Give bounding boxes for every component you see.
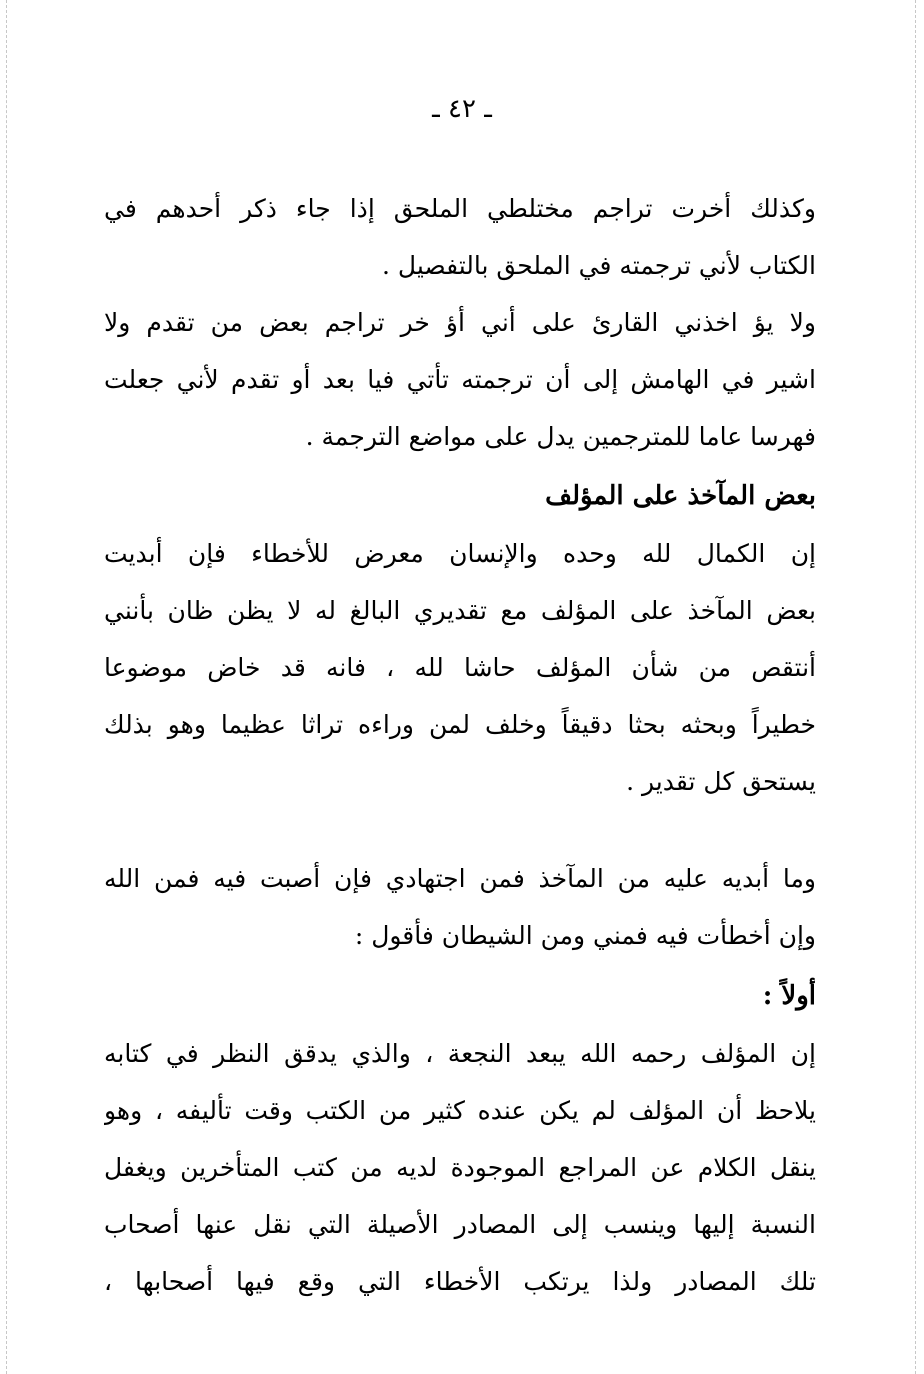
text-line: يستحق كل تقدير .: [626, 767, 816, 796]
text-line: إن المؤلف رحمه الله يبعد النجعة ، والذي يدقق النظر في كتابه: [104, 1039, 816, 1068]
heading-text: بعض المآخذ على المؤلف: [545, 481, 816, 511]
paragraph-3: [104, 525, 816, 810]
text-line: اشير في الهامش إلى أن ترجمته تأتي فيا بعد أو تقدم لأني جعلت: [104, 365, 816, 394]
text-line: وما أبديه عليه من المآخذ فمن اجتهادي فإن أصبت فيه فمن الله: [104, 864, 816, 893]
page-body: [104, 180, 816, 1310]
text-line: الكتاب لأني ترجمته في الملحق بالتفصيل .: [382, 251, 816, 280]
text-line: وكذلك أخرت تراجم مختلطي الملحق إذا جاء ذكر أحدهم في: [104, 194, 816, 223]
paragraph-4: [104, 850, 816, 964]
section-heading: [104, 468, 816, 525]
paragraph-2: [104, 294, 816, 465]
paragraph-1: [104, 180, 816, 294]
text-line: فهرسا عاما للمترجمين يدل على مواضع الترجمة .: [305, 422, 816, 451]
text-line: النسبة إليها وينسب إلى المصادر الأصيلة التي نقل عنها أصحاب: [104, 1210, 816, 1239]
heading-text: أولاً :: [762, 981, 816, 1011]
text-line: ينقل الكلام عن المراجع الموجودة لديه من كتب المتأخرين ويغفل: [104, 1153, 816, 1182]
scan-margin-right: [915, 0, 916, 1374]
subsection-heading: [104, 968, 816, 1025]
page-number: ـ ٤٢ ـ: [432, 94, 492, 124]
text-line: ولا يؤ اخذني القارئ على أني أؤ خر تراجم بعض من تقدم ولا: [104, 308, 816, 337]
scan-margin-left: [6, 0, 7, 1374]
text-line: يلاحظ أن المؤلف لم يكن عنده كثير من الكتب وقت تأليفه ، وهو: [104, 1096, 816, 1125]
text-line: أنتقص من شأن المؤلف حاشا لله ، فانه قد خاض موضوعا: [104, 653, 816, 682]
text-line: خطيراً وبحثه بحثا دقيقاً وخلف لمن وراءه تراثا عظيما وهو بذلك: [104, 710, 816, 739]
text-line: وإن أخطأت فيه فمني ومن الشيطان فأقول :: [354, 921, 816, 950]
text-line: بعض المآخذ على المؤلف مع تقديري البالغ له لا يظن ظان بأنني: [104, 596, 816, 625]
paragraph-5: [104, 1025, 816, 1310]
text-line: إن الكمال لله وحده والإنسان معرض للأخطاء فإن أبديت: [104, 539, 816, 568]
text-line: تلك المصادر ولذا يرتكب الأخطاء التي وقع فيها أصحابها ،: [104, 1267, 816, 1296]
